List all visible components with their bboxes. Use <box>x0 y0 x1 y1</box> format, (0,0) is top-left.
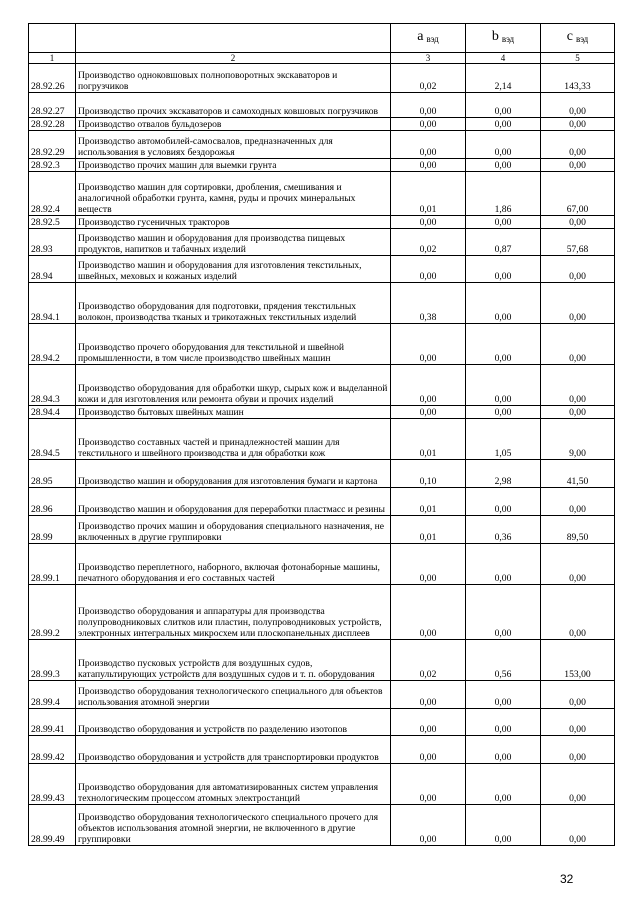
activity-name-cell: Производство оборудования и устройств по разделению изотопов <box>76 709 391 736</box>
table-row <box>29 365 615 406</box>
column-number: 4 <box>466 53 541 64</box>
activity-name-cell: Производство пусковых устройств для воздушных судов, катапультирующих устройств для воздушных судов и т. п. оборудования <box>76 640 391 681</box>
table-row <box>29 709 615 736</box>
coefficient-b-cell: 0,00 <box>466 131 541 159</box>
coefficient-a-cell: 0,00 <box>391 365 466 406</box>
coefficient-b-cell: 2,98 <box>466 460 541 488</box>
table-row <box>29 805 615 846</box>
coefficient-c-cell: 0,00 <box>541 544 615 585</box>
table-row <box>29 283 615 324</box>
activity-code-cell: 28.92.28 <box>29 118 76 131</box>
column-number-row <box>29 53 615 64</box>
activity-name-cell: Производство прочих экскаваторов и самоходных ковшовых погрузчиков <box>76 93 391 118</box>
activity-code-cell: 28.94.3 <box>29 365 76 406</box>
activity-name-cell: Производство отвалов бульдозеров <box>76 118 391 131</box>
coefficient-c-cell: 0,00 <box>541 159 615 172</box>
activity-name-cell: Производство оборудования для подготовки, прядения текстильных волокон, производства тканых и трикотажных текстильных изделий <box>76 283 391 324</box>
coefficient-b-cell: 0,00 <box>466 736 541 764</box>
coefficient-b-cell: 0,00 <box>466 406 541 419</box>
coefficient-c-cell: 0,00 <box>541 118 615 131</box>
table-row <box>29 64 615 93</box>
activity-name-cell: Производство машин и оборудования для переработки пластмасс и резины <box>76 488 391 516</box>
activity-name-cell: Производство машин и оборудования для производства пищевых продуктов, напитков и табачных изделий <box>76 229 391 256</box>
coefficient-c-cell: 0,00 <box>541 709 615 736</box>
activity-name-cell: Производство гусеничных тракторов <box>76 216 391 229</box>
coefficient-b-cell: 0,00 <box>466 764 541 805</box>
activity-name-cell: Производство прочих машин для выемки грунта <box>76 159 391 172</box>
coefficient-c-cell: 41,50 <box>541 460 615 488</box>
activity-code-cell: 28.99.41 <box>29 709 76 736</box>
coefficient-a-cell: 0,00 <box>391 324 466 365</box>
header-a-cell <box>391 24 466 53</box>
coefficient-b-cell: 0,00 <box>466 585 541 640</box>
table-row <box>29 229 615 256</box>
coefficient-a-cell: 0,00 <box>391 159 466 172</box>
coefficient-a-cell: 0,00 <box>391 131 466 159</box>
coefficient-b-cell: 0,00 <box>466 118 541 131</box>
activity-code-cell: 28.99.1 <box>29 544 76 585</box>
activity-name-cell: Производство оборудования и аппаратуры для производства полупроводниковых слитков или пластин, полупроводниковых устройств, электронных интегральных микросхем или плоскопанельных дисплеев <box>76 585 391 640</box>
column-number: 5 <box>541 53 615 64</box>
activity-code-cell: 28.94.5 <box>29 419 76 460</box>
coefficient-b-cell: 1,86 <box>466 172 541 216</box>
header-c-subscript: вэд <box>575 34 589 44</box>
activity-code-cell: 28.92.26 <box>29 64 76 93</box>
activity-code-cell: 28.92.29 <box>29 131 76 159</box>
coefficient-a-cell: 0,01 <box>391 419 466 460</box>
table-row <box>29 406 615 419</box>
coefficient-c-cell: 0,00 <box>541 283 615 324</box>
coefficient-b-cell: 0,36 <box>466 516 541 544</box>
activity-name-cell: Производство оборудования технологического специального для объектов использования атомной энергии <box>76 681 391 709</box>
coefficient-a-cell: 0,00 <box>391 544 466 585</box>
table-row <box>29 544 615 585</box>
activity-code-cell: 28.94.2 <box>29 324 76 365</box>
table-row <box>29 324 615 365</box>
table-row <box>29 516 615 544</box>
coefficient-a-cell: 0,02 <box>391 640 466 681</box>
header-a-subscript: вэд <box>426 34 439 44</box>
table-row <box>29 419 615 460</box>
coefficient-a-cell: 0,38 <box>391 283 466 324</box>
activity-name-cell: Производство оборудования и устройств для транспортировки продуктов <box>76 736 391 764</box>
table-row <box>29 93 615 118</box>
header-c-letter: c <box>566 29 573 44</box>
coefficient-c-cell: 153,00 <box>541 640 615 681</box>
activity-code-cell: 28.99.4 <box>29 681 76 709</box>
table-row <box>29 736 615 764</box>
header-b-subscript: вэд <box>501 34 515 44</box>
coefficient-c-cell: 67,00 <box>541 172 615 216</box>
table-row <box>29 118 615 131</box>
activity-code-cell: 28.94 <box>29 256 76 283</box>
activity-name-cell: Производство одноковшовых полноповоротных экскаваторов и погрузчиков <box>76 64 391 93</box>
activity-name-cell: Производство машин и оборудования для изготовления бумаги и картона <box>76 460 391 488</box>
activity-name-cell: Производство бытовых швейных машин <box>76 406 391 419</box>
header-c-cell <box>541 24 615 53</box>
coefficient-a-cell: 0,01 <box>391 488 466 516</box>
activity-code-cell: 28.92.4 <box>29 172 76 216</box>
activity-code-cell: 28.99.42 <box>29 736 76 764</box>
coefficient-c-cell: 0,00 <box>541 406 615 419</box>
header-name-cell <box>76 24 391 53</box>
coefficient-a-cell: 0,00 <box>391 93 466 118</box>
coefficient-a-cell: 0,00 <box>391 216 466 229</box>
table-row <box>29 585 615 640</box>
coefficient-b-cell: 1,05 <box>466 419 541 460</box>
coefficient-c-cell: 0,00 <box>541 256 615 283</box>
coefficient-b-cell: 0,00 <box>466 324 541 365</box>
table-row <box>29 460 615 488</box>
activity-name-cell: Производство прочего оборудования для текстильной и швейной промышленности, в том числе производство швейных машин <box>76 324 391 365</box>
coefficient-a-cell: 0,01 <box>391 172 466 216</box>
activity-code-cell: 28.99.49 <box>29 805 76 846</box>
column-number: 1 <box>29 53 76 64</box>
coefficient-b-cell: 0,00 <box>466 544 541 585</box>
activity-name-cell: Производство оборудования для обработки шкур, сырых кож и выделанной кожи и для изготовления или ремонта обуви и прочих изделий <box>76 365 391 406</box>
coefficient-a-cell: 0,10 <box>391 460 466 488</box>
coefficient-a-cell: 0,02 <box>391 229 466 256</box>
coefficient-b-cell: 0,00 <box>466 681 541 709</box>
activity-name-cell: Производство прочих машин и оборудования специального назначения, не включенных в другие группировки <box>76 516 391 544</box>
table-header-row <box>29 24 615 53</box>
activity-name-cell: Производство оборудования технологического специального прочего для объектов использования атомной энергии, не включенного в другие группировки <box>76 805 391 846</box>
activity-code-cell: 28.99.3 <box>29 640 76 681</box>
coefficient-c-cell: 0,00 <box>541 736 615 764</box>
coefficient-c-cell: 0,00 <box>541 365 615 406</box>
coefficient-b-cell: 0,00 <box>466 709 541 736</box>
activity-name-cell: Производство автомобилей-самосвалов, предназначенных для использования в условиях бездорожья <box>76 131 391 159</box>
activity-name-cell: Производство машин и оборудования для изготовления текстильных, швейных, меховых и кожаных изделий <box>76 256 391 283</box>
activity-name-cell: Производство оборудования для автоматизированных систем управления технологическим процессом атомных электростанций <box>76 764 391 805</box>
coefficient-b-cell: 0,56 <box>466 640 541 681</box>
coefficient-c-cell: 0,00 <box>541 681 615 709</box>
coefficient-a-cell: 0,00 <box>391 709 466 736</box>
coefficient-b-cell: 2,14 <box>466 64 541 93</box>
coefficient-b-cell: 0,00 <box>466 283 541 324</box>
activity-code-cell: 28.95 <box>29 460 76 488</box>
coefficient-a-cell: 0,02 <box>391 64 466 93</box>
column-number: 3 <box>391 53 466 64</box>
coefficient-a-cell: 0,00 <box>391 681 466 709</box>
activity-name-cell: Производство машин для сортировки, дробления, смешивания и аналогичной обработки грунта, камня, руды и прочих минеральных веществ <box>76 172 391 216</box>
coefficient-a-cell: 0,00 <box>391 118 466 131</box>
coefficient-c-cell: 57,68 <box>541 229 615 256</box>
column-number: 2 <box>76 53 391 64</box>
coefficient-b-cell: 0,87 <box>466 229 541 256</box>
activity-code-cell: 28.99.43 <box>29 764 76 805</box>
coefficient-b-cell: 0,00 <box>466 216 541 229</box>
page-number: 32 <box>560 872 574 886</box>
coefficient-c-cell: 0,00 <box>541 585 615 640</box>
coefficient-a-cell: 0,00 <box>391 764 466 805</box>
coefficient-c-cell: 0,00 <box>541 131 615 159</box>
coefficient-c-cell: 0,00 <box>541 93 615 118</box>
coefficient-c-cell: 0,00 <box>541 764 615 805</box>
activity-code-cell: 28.99.2 <box>29 585 76 640</box>
table-row <box>29 159 615 172</box>
coefficient-b-cell: 0,00 <box>466 365 541 406</box>
coefficient-a-cell: 0,00 <box>391 805 466 846</box>
coefficient-b-cell: 0,00 <box>466 159 541 172</box>
coefficient-a-cell: 0,00 <box>391 406 466 419</box>
header-code-cell <box>29 24 76 53</box>
coefficient-b-cell: 0,00 <box>466 93 541 118</box>
coefficient-c-cell: 0,00 <box>541 488 615 516</box>
activity-code-cell: 28.99 <box>29 516 76 544</box>
table-row <box>29 131 615 159</box>
coefficient-c-cell: 89,50 <box>541 516 615 544</box>
coefficient-a-cell: 0,00 <box>391 256 466 283</box>
coefficient-c-cell: 143,33 <box>541 64 615 93</box>
activity-code-cell: 28.92.5 <box>29 216 76 229</box>
coefficient-a-cell: 0,00 <box>391 736 466 764</box>
activity-code-cell: 28.96 <box>29 488 76 516</box>
activity-code-cell: 28.93 <box>29 229 76 256</box>
activity-name-cell: Производство переплетного, наборного, включая фотонаборные машины, печатного оборудования и его составных частей <box>76 544 391 585</box>
header-b-cell <box>466 24 541 53</box>
coefficient-c-cell: 9,00 <box>541 419 615 460</box>
table-row <box>29 764 615 805</box>
activity-code-cell: 28.94.4 <box>29 406 76 419</box>
header-b-letter: b <box>491 29 499 44</box>
coefficient-b-cell: 0,00 <box>466 805 541 846</box>
coefficient-c-cell: 0,00 <box>541 805 615 846</box>
table-row <box>29 216 615 229</box>
coefficient-a-cell: 0,00 <box>391 585 466 640</box>
coefficient-c-cell: 0,00 <box>541 324 615 365</box>
activity-code-cell: 28.92.3 <box>29 159 76 172</box>
coefficient-b-cell: 0,00 <box>466 256 541 283</box>
table-row <box>29 256 615 283</box>
coefficient-b-cell: 0,00 <box>466 488 541 516</box>
coefficient-c-cell: 0,00 <box>541 216 615 229</box>
table-row <box>29 172 615 216</box>
table-row <box>29 488 615 516</box>
header-a-letter: a <box>417 29 424 44</box>
activity-name-cell: Производство составных частей и принадлежностей машин для текстильного и швейного производства и для обработки кож <box>76 419 391 460</box>
table-row <box>29 640 615 681</box>
activity-code-cell: 28.92.27 <box>29 93 76 118</box>
activity-code-cell: 28.94.1 <box>29 283 76 324</box>
coefficients-table <box>28 23 615 846</box>
table-row <box>29 681 615 709</box>
coefficient-a-cell: 0,01 <box>391 516 466 544</box>
